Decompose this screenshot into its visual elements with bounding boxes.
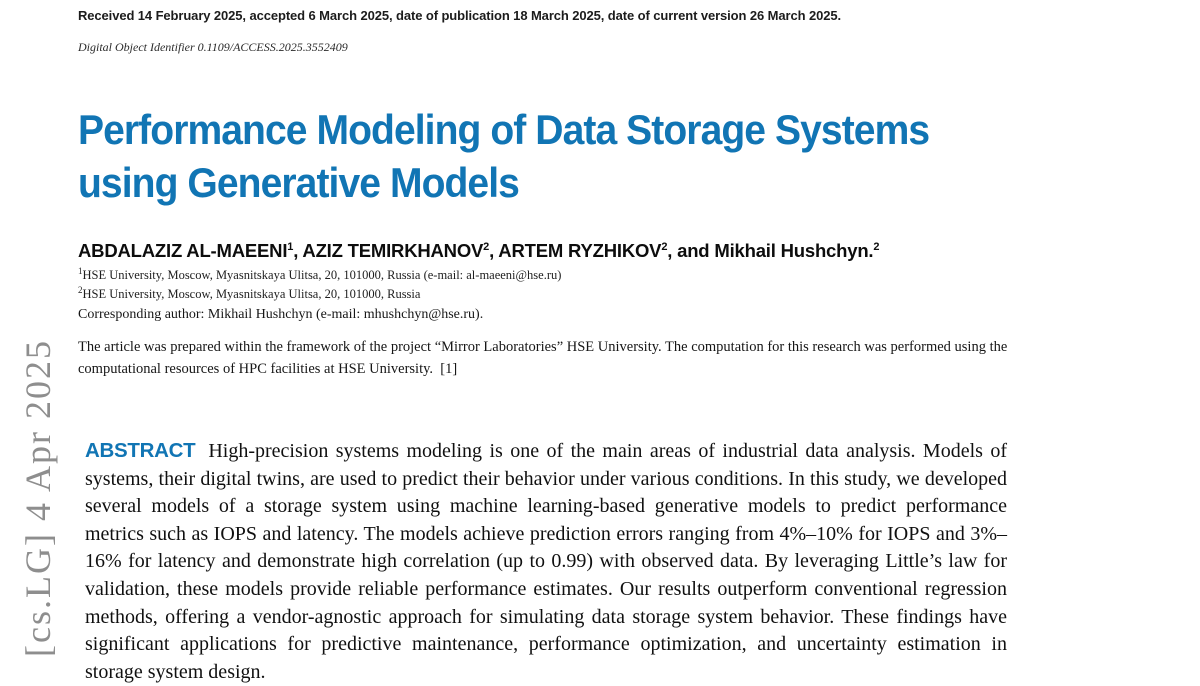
author-4-name: Mikhail Hushchyn.: [714, 240, 874, 261]
affiliation-1-text: HSE University, Moscow, Myasnitskaya Ulitsa, 20, 101000, Russia (e-mail: al-maeeni@hse.ru): [82, 268, 562, 282]
abstract-text: High-precision systems modeling is one of the main areas of industrial data analysis. Models of systems, their digital twins, are used to predict their behavior under various conditions. In this study, we developed several models of a storage system using machine learning-based generative models to predict performance metrics such as IOPS and latency. The models achieve prediction errors ranging from 4%–10% for IOPS and 3%–16% for latency and demonstrate high correlation (up to 0.99) with observed data. By leveraging Little’s law for validation, these models provide reliable performance estimates. Our results outperform conventional regression methods, offering a vendor-agnostic approach for simulating data storage system behavior. These findings have significant applications for predictive maintenance, performance optimization, and uncertainty estimation in storage system design.: [85, 440, 1007, 683]
author-2-affiliation-sup: 2: [483, 240, 490, 253]
affiliation-2: [78, 284, 421, 302]
author-3-affiliation-sup: 2: [661, 240, 668, 253]
author-2-name: AZIZ TEMIRKHANOV: [302, 240, 484, 261]
paper-title: [78, 103, 1064, 209]
author-4: [714, 240, 879, 261]
author-separator: ,: [293, 240, 303, 261]
abstract-paragraph: [85, 437, 1007, 686]
abstract-label: ABSTRACT: [85, 439, 196, 462]
affiliation-2-sup: 2: [78, 284, 83, 295]
paper-title-line-2: using Generative Models: [78, 159, 519, 206]
author-2: [302, 240, 498, 261]
author-1-name: ABDALAZIZ AL-MAEENI: [78, 240, 288, 261]
funding-acknowledgment-note: The article was prepared within the framework of the project “Mirror Laboratories” HSE University. The computation for this research was performed using the computational resources of HPC facilities at HSE University. [1]: [78, 339, 1011, 377]
corresponding-author-line: Corresponding author: Mikhail Hushchyn (e-mail: mhushchyn@hse.ru).: [78, 307, 484, 322]
author-1: [78, 240, 302, 261]
paper-title-line-1: Performance Modeling of Data Storage Systems: [78, 106, 930, 153]
doi-line: Digital Object Identifier 0.1109/ACCESS.2025.3552409: [78, 40, 348, 54]
affiliation-2-text: HSE University, Moscow, Myasnitskaya Ulitsa, 20, 101000, Russia: [82, 287, 421, 301]
affiliation-1: [78, 265, 562, 283]
author-4-affiliation-sup: 2: [873, 240, 880, 253]
author-separator: , and: [667, 240, 715, 261]
arxiv-watermark: [cs.LG] 4 Apr 2025: [18, 339, 58, 657]
author-3-name: ARTEM RYZHIKOV: [498, 240, 662, 261]
author-line: [78, 240, 1178, 262]
author-1-affiliation-sup: 1: [287, 240, 294, 253]
author-separator: ,: [489, 240, 499, 261]
affiliation-1-sup: 1: [78, 265, 83, 276]
received-dates-line: Received 14 February 2025, accepted 6 March 2025, date of publication 18 March 2025, date of current version 26 March 2025.: [78, 8, 841, 23]
author-3: [498, 240, 714, 261]
